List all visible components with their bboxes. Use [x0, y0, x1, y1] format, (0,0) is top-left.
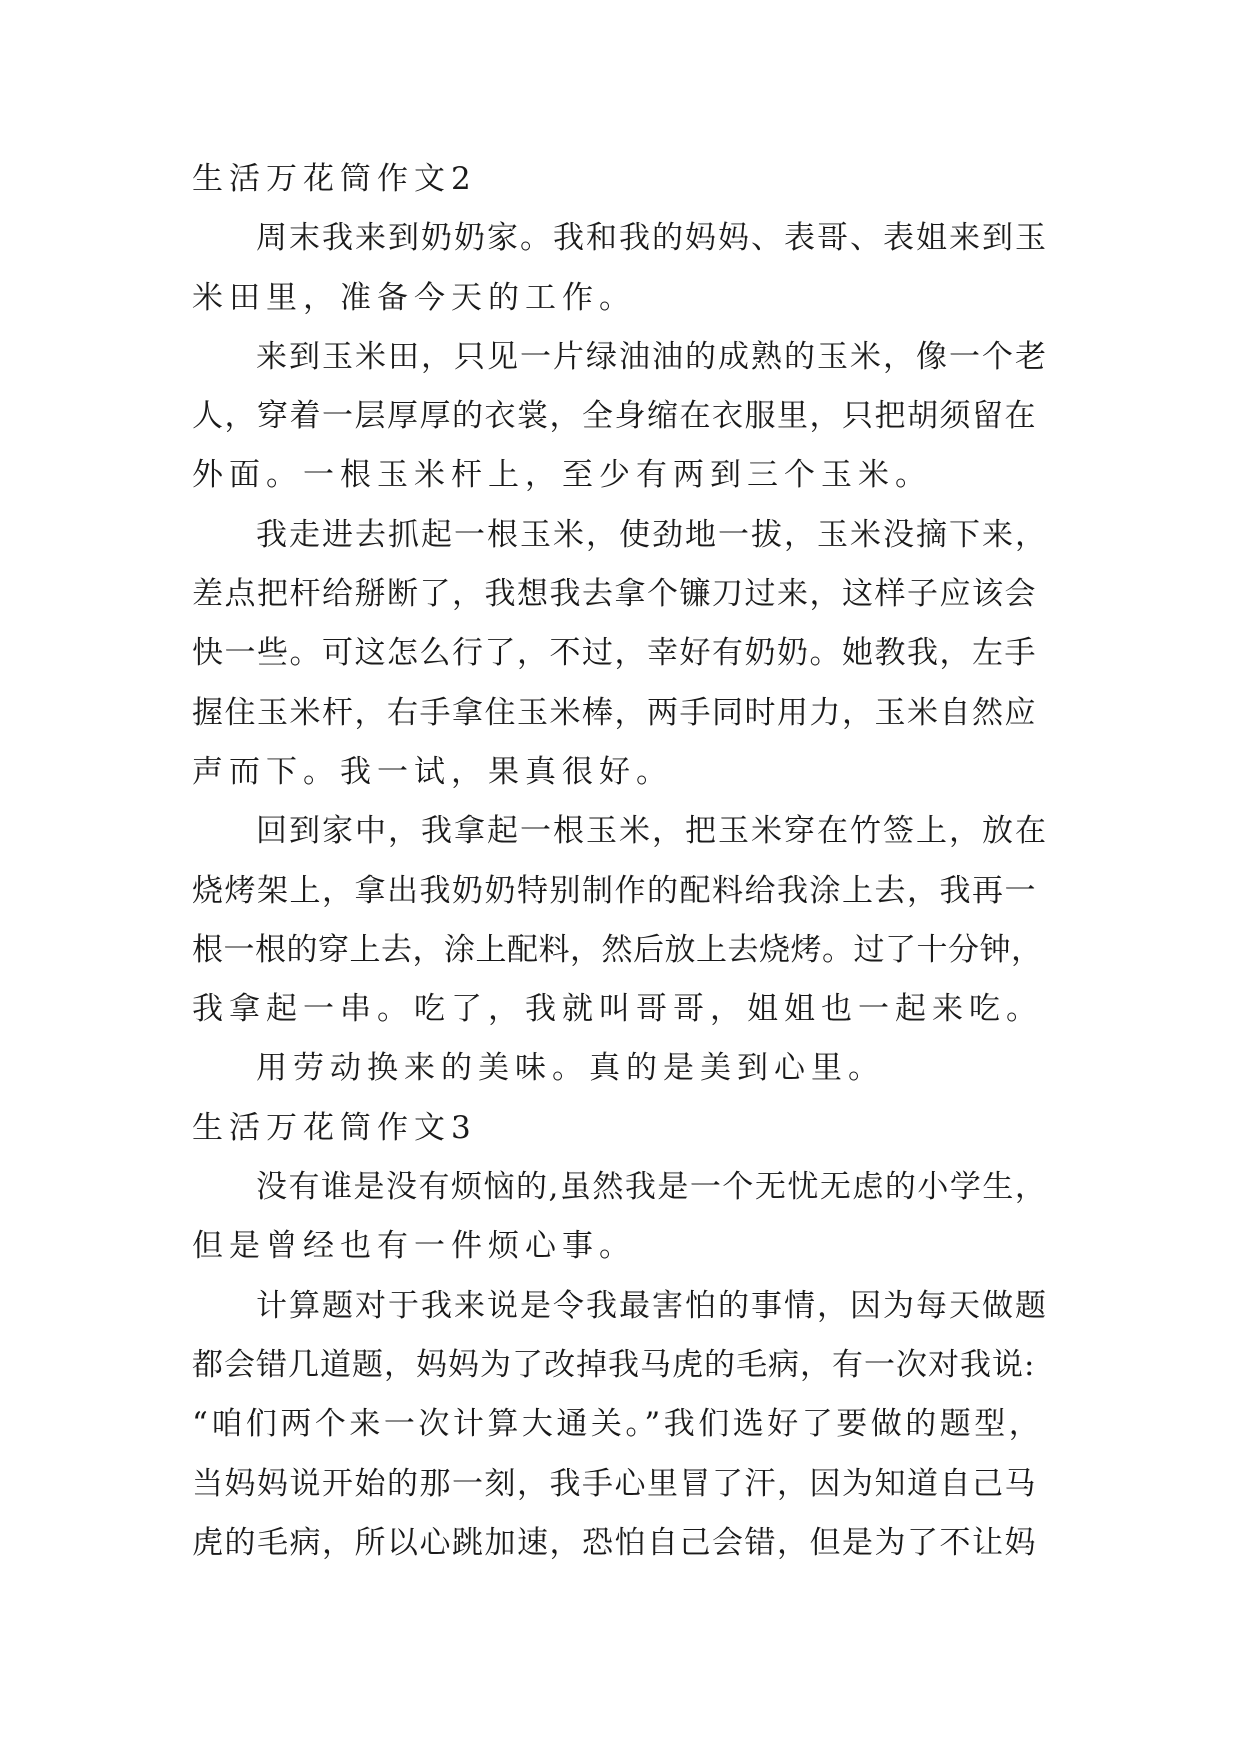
paragraph-line: 烧烤架上，拿出我奶奶特别制作的配料给我涂上去，我再一 [192, 872, 1037, 909]
paragraph-line: 来到玉米田，只见一片绿油油的成熟的玉米，像一个老 [256, 338, 1048, 375]
paragraph-line: 米田里，准备今天的工作。 [192, 279, 636, 316]
paragraph-line: 但是曾经也有一件烦心事。 [192, 1228, 636, 1265]
paragraph-line: 人，穿着一层厚厚的衣裳，全身缩在衣服里，只把胡须留在 [192, 398, 1037, 435]
paragraph-line: 我走进去抓起一根玉米，使劲地一拔，玉米没摘下来， [256, 516, 1048, 553]
paragraph-line: “咱们两个来一次计算大通关。”我们选好了要做的题型， [192, 1406, 1044, 1443]
paragraph-line: 计算题对于我来说是令我最害怕的事情，因为每天做题 [256, 1287, 1048, 1324]
paragraph-line: 当妈妈说开始的那一刻，我手心里冒了汗，因为知道自己马 [192, 1465, 1037, 1502]
document-page [192, 150, 1048, 1573]
paragraph-line: 虎的毛病，所以心跳加速，恐怕自己会错，但是为了不让妈 [192, 1524, 1037, 1561]
section-title: 生活万花筒作文3 [192, 1109, 477, 1146]
paragraph-line: 没有谁是没有烦恼的,虽然我是一个无忧无虑的小学生， [256, 1169, 1048, 1206]
paragraph-line: 回到家中，我拿起一根玉米，把玉米穿在竹签上，放在 [256, 813, 1048, 850]
paragraph-line: 握住玉米杆，右手拿住玉米棒，两手同时用力，玉米自然应 [192, 694, 1037, 731]
paragraph-line: 都会错几道题，妈妈为了改掉我马虎的毛病，有一次对我说: [192, 1346, 1036, 1383]
paragraph-line: 根一根的穿上去，涂上配料，然后放上去烧烤。过了十分钟， [192, 931, 1043, 968]
paragraph-line: 声而下。我一试，果真很好。 [192, 753, 673, 790]
paragraph-line: 差点把杆给掰断了，我想我去拿个镰刀过来，这样子应该会 [192, 576, 1037, 613]
paragraph-line: 快一些。可这怎么行了，不过，幸好有奶奶。她教我，左手 [192, 635, 1037, 672]
paragraph-line: 用劳动换来的美味。真的是美到心里。 [256, 1050, 885, 1087]
section-title: 生活万花筒作文2 [192, 161, 477, 197]
paragraph-line: 周末我来到奶奶家。我和我的妈妈、表哥、表姐来到玉 [256, 220, 1048, 257]
paragraph-line: 外面。一根玉米杆上，至少有两到三个玉米。 [192, 457, 932, 494]
paragraph-line: 我拿起一串。吃了，我就叫哥哥，姐姐也一起来吃。 [192, 991, 1043, 1028]
